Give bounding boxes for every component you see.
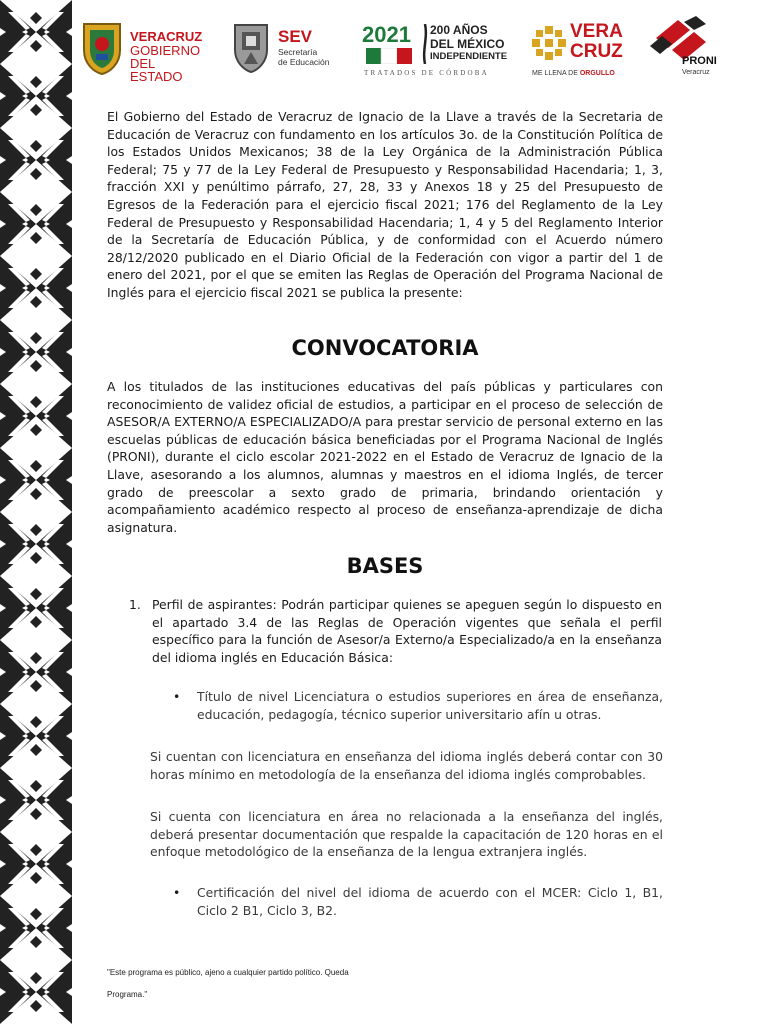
sev-line1: Secretaría [278,47,318,57]
brand-tag-pre: ME LLENA DE [532,70,580,77]
veracruz-line2: GOBIERNO [130,43,201,58]
bullet-certificacion-text: Certificación del nivel del idioma de acuerdo con el MCER: Ciclo 1, B1, Ciclo 2 B1, Ciclo 3, B2. [197,885,663,918]
veracruz-line1: VERACRUZ [130,29,203,44]
bicentenario-year: 2021 [362,22,411,47]
convocatoria-section [107,378,663,536]
greca-border-decoration [0,0,72,1024]
bicentenario-line2: DEL MÉXICO [430,37,505,51]
flower-icon [532,26,566,60]
bases-heading: BASES [346,554,424,578]
veracruz-line3: DEL ESTADO [130,56,183,84]
bullet-titulo-text: Título de nivel Licenciatura o estudios superiores en área de enseñanza, educación, pedagogía, técnico superior universitario afín u otras. [197,689,663,722]
proni-sub: Veracruz [682,69,710,76]
brand-line1: VERA [570,21,623,42]
bases-item-1-text: Perfil de aspirantes: Podrán participar quienes se apeguen según lo dispuesto en el apartado 3.4 de las Reglas de Operación vigentes que señala el perfil específico para la función de Asesor/a Externo/a Especializado/a en la enseñanza del idioma inglés en Educación Básica: [152,597,662,665]
brand-line2: CRUZ [570,41,623,62]
logo-veracruz-brand [532,14,632,84]
logo-gobierno-veracruz [80,14,210,84]
convocatoria-paragraph: A los titulados de las instituciones educativas del país públicas y particulares con reconocimiento de validez oficial de estudios, a participar en el proceso de selección de ASESOR/A EXTERNO/A ESPECIALIZADO/A para prestar servicio de personal externo en las escuelas públicas de educación básica beneficiadas por el Programa Nacional de Inglés (PRONI), durante el ciclo escolar 2021-2022 en el Estado de Veracruz de Ignacio de la Llave, asesorando a los alumnos, alumnas y maestros en el idioma Inglés, de tercer grado de preescolar a sexto grado de primaria, brindando orientación y acompañamiento académico respecto al proceso de enseñanza-aprendizaje de dicha asignatura. [107,379,663,535]
bases-item-1 [152,596,662,666]
bullet-icon: • [173,885,181,900]
proni-diamond-icon [648,16,712,60]
logo-bicentenario [362,14,510,84]
intro-paragraph: El Gobierno del Estado de Veracruz de Ignacio de la Llave a través de la Secretaria de Educación de Veracruz con fundamento en los artículos 3o. de la Constitución Política de los Estados Unidos Mexicanos; 38 de la Ley Orgánica de la Administración Pública Federal; 75 y 77 de la Ley Federal de Presupuesto y Responsabilidad Hacendaria; 1, 3, fracción XXI y penúltimo párrafo, 27, 28, 33 y Anexos 18 y 25 del Presupuesto de Egresos de la Federación para el ejercicio fiscal 2021; 176 del Reglamento de la Ley Federal de Presupuesto y Responsabilidad Hacendaria; 1, 4 y 5 del Reglamento Interior de la Secretaría de Educación Pública, y de conformidad con el Acuerdo número 28/12/2020 publicado en el Diario Oficial de la Federación con vigor a partir del 1 de enero del 2021, por el que se emiten las Reglas de Operación del Programa Nacional de Inglés para el ejercicio fiscal 2021 se publica la presente: [107,109,663,300]
sev-title: SEV [278,27,313,46]
header-logos [80,14,730,84]
veracruz-shield-icon [80,20,124,76]
footer-disclaimer-line1: "Este programa es público, ajeno a cualquier partido político. Queda [107,968,349,977]
mexico-flag-icon [366,48,412,64]
bicentenario-line3: INDEPENDIENTE [430,51,508,62]
proni-title: PRONI [682,55,717,67]
note-ingles-30h [150,748,663,783]
sev-line2: de Educación [278,57,330,67]
note-120h-text: Si cuenta con licenciatura en área no relacionada a la enseñanza del inglés, deberá presentar documentación que respalde la capacitación de 120 horas en el enfoque metodológico de la enseñanza de la lengua extranjera inglés. [150,809,663,860]
logo-sev [232,14,342,84]
bullet-icon: • [173,689,181,704]
divider-icon [422,24,428,64]
intro-section [107,108,663,302]
bicentenario-line1: 200 AÑOS [430,23,488,37]
footer-disclaimer-line2: Programa." [107,990,148,999]
bicentenario-tag: TRATADOS DE CÓRDOBA [364,69,489,77]
note-ingles-30h-text: Si cuentan con licenciatura en enseñanza del idioma inglés deberá contar con 30 horas mínimo en metodología de la enseñanza del idioma inglés comprobables. [150,749,663,782]
bases-item-number: 1. [129,597,141,612]
bullet-certificacion [173,884,663,919]
bullet-titulo [173,688,663,723]
convocatoria-heading: CONVOCATORIA [291,336,479,360]
sev-shield-icon [232,22,270,74]
brand-tag-bold: ORGULLO [579,70,615,77]
note-120h [150,808,663,861]
logo-proni [648,14,728,84]
brand-tag [532,70,615,77]
